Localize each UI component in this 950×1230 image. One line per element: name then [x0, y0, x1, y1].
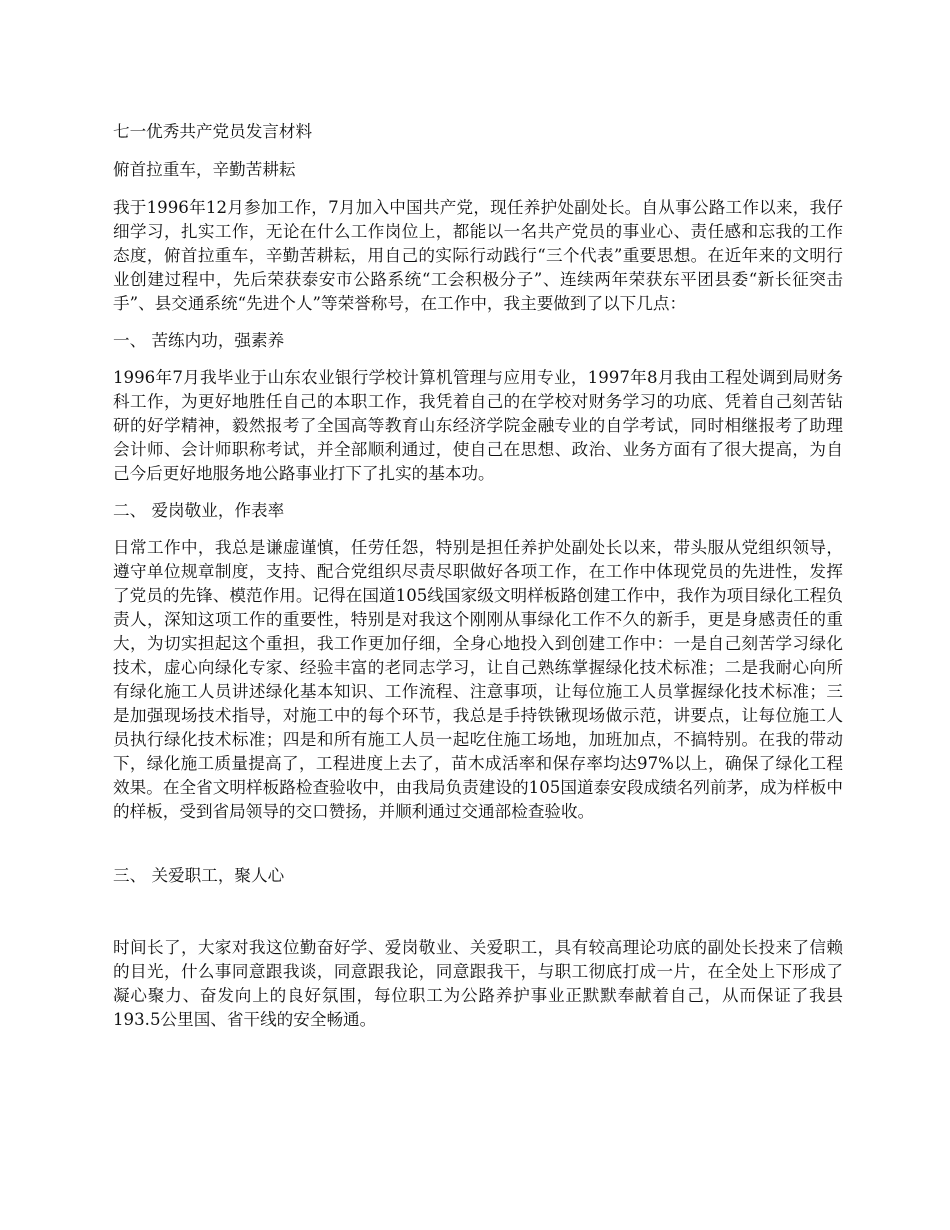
section-2-body: 日常工作中，我总是谦虚谨慎，任劳任怨，特别是担任养护处副处长以来，带头服从党组织领导，遵守单位规章制度，支持、配合党组织尽责尽职做好各项工作，在工作中体现党员的先进性，发挥了党员的先锋、模范作用。记得在国道105线国家级文明样板路创建工作中，我作为项目绿化工程负责人，深知这项工作的重要性，特别是对我这个刚刚从事绿化工作不久的新手，更是身感责任的重大，为切实担起这个重担，我工作更加仔细，全身心地投入到创建工作中：一是自己刻苦学习绿化技术，虚心向绿化专家、经验丰富的老同志学习，让自己熟练掌握绿化技术标准；二是我耐心向所有绿化施工人员讲述绿化基本知识、工作流程、注意事项，让每位施工人员掌握绿化技术标准；三是加强现场技术指导，对施工中的每个环节，我总是手持铁锹现场做示范，讲要点，让每位施工人员执行绿化技术标准；四是和所有施工人员一起吃住施工场地，加班加点，不搞特别。在我的带动下，绿化施工质量提高了，工程进度上去了，苗木成活率和保存率均达97%以上，确保了绿化工程效果。在全省文明样板路检查验收中，由我局负责建设的105国道泰安段成绩名列前茅，成为样板中的样板，受到省局领导的交口赞扬，并顺利通过交通部检查验收。	[113, 538, 843, 821]
section-1-body: 1996年7月我毕业于山东农业银行学校计算机管理与应用专业，1997年8月我由工程处调到局财务科工作，为更好地胜任自己的本职工作，我凭着自己的在学校对财务学习的功底、凭着自己刻苦钻研的好学精神，毅然报考了全国高等教育山东经济学院金融专业的自学考试，同时相继报考了助理会计师、会计师职称考试，并全部顺利通过，使自己在思想、政治、业务方面有了很大提高，为自己今后更好地服务地公路事业打下了扎实的基本功。	[113, 368, 843, 483]
section-2-heading: 二、 爱岗敬业，作表率	[113, 501, 285, 520]
section-3-heading: 三、 关爱职工，聚人心	[113, 866, 285, 885]
section-1-heading: 一、 苦练内功，强素养	[113, 331, 285, 350]
document-subtitle: 俯首拉重车，辛勤苦耕耘	[113, 160, 296, 179]
intro-paragraph: 我于1996年12月参加工作，7月加入中国共产党，现任养护处副处长。自从事公路工作以来，我仔细学习，扎实工作，无论在什么工作岗位上，都能以一名共产党员的事业心、责任感和忘我的工作态度，俯首拉重车，辛勤苦耕耘，用自己的实际行动践行“三个代表”重要思想。在近年来的文明行业创建过程中，先后荣获泰安市公路系统“工会积极分子”、连续两年荣获东平团县委“新长征突击手”、县交通系统“先进个人”等荣誉称号，在工作中，我主要做到了以下几点：	[113, 198, 843, 313]
document-title: 七一优秀共产党员发言材料	[113, 122, 313, 141]
document-page	[113, 120, 843, 1045]
section-3-body: 时间长了，大家对我这位勤奋好学、爱岗敬业、关爱职工，具有较高理论功底的副处长投来了信赖的目光，什么事同意跟我谈，同意跟我论，同意跟我干，与职工彻底打成一片，在全处上下形成了凝心聚力、奋发向上的良好氛围，每位职工为公路养护事业正默默奉献着自己，从而保证了我县193.5公里国、省干线的安全畅通。	[113, 938, 843, 1029]
